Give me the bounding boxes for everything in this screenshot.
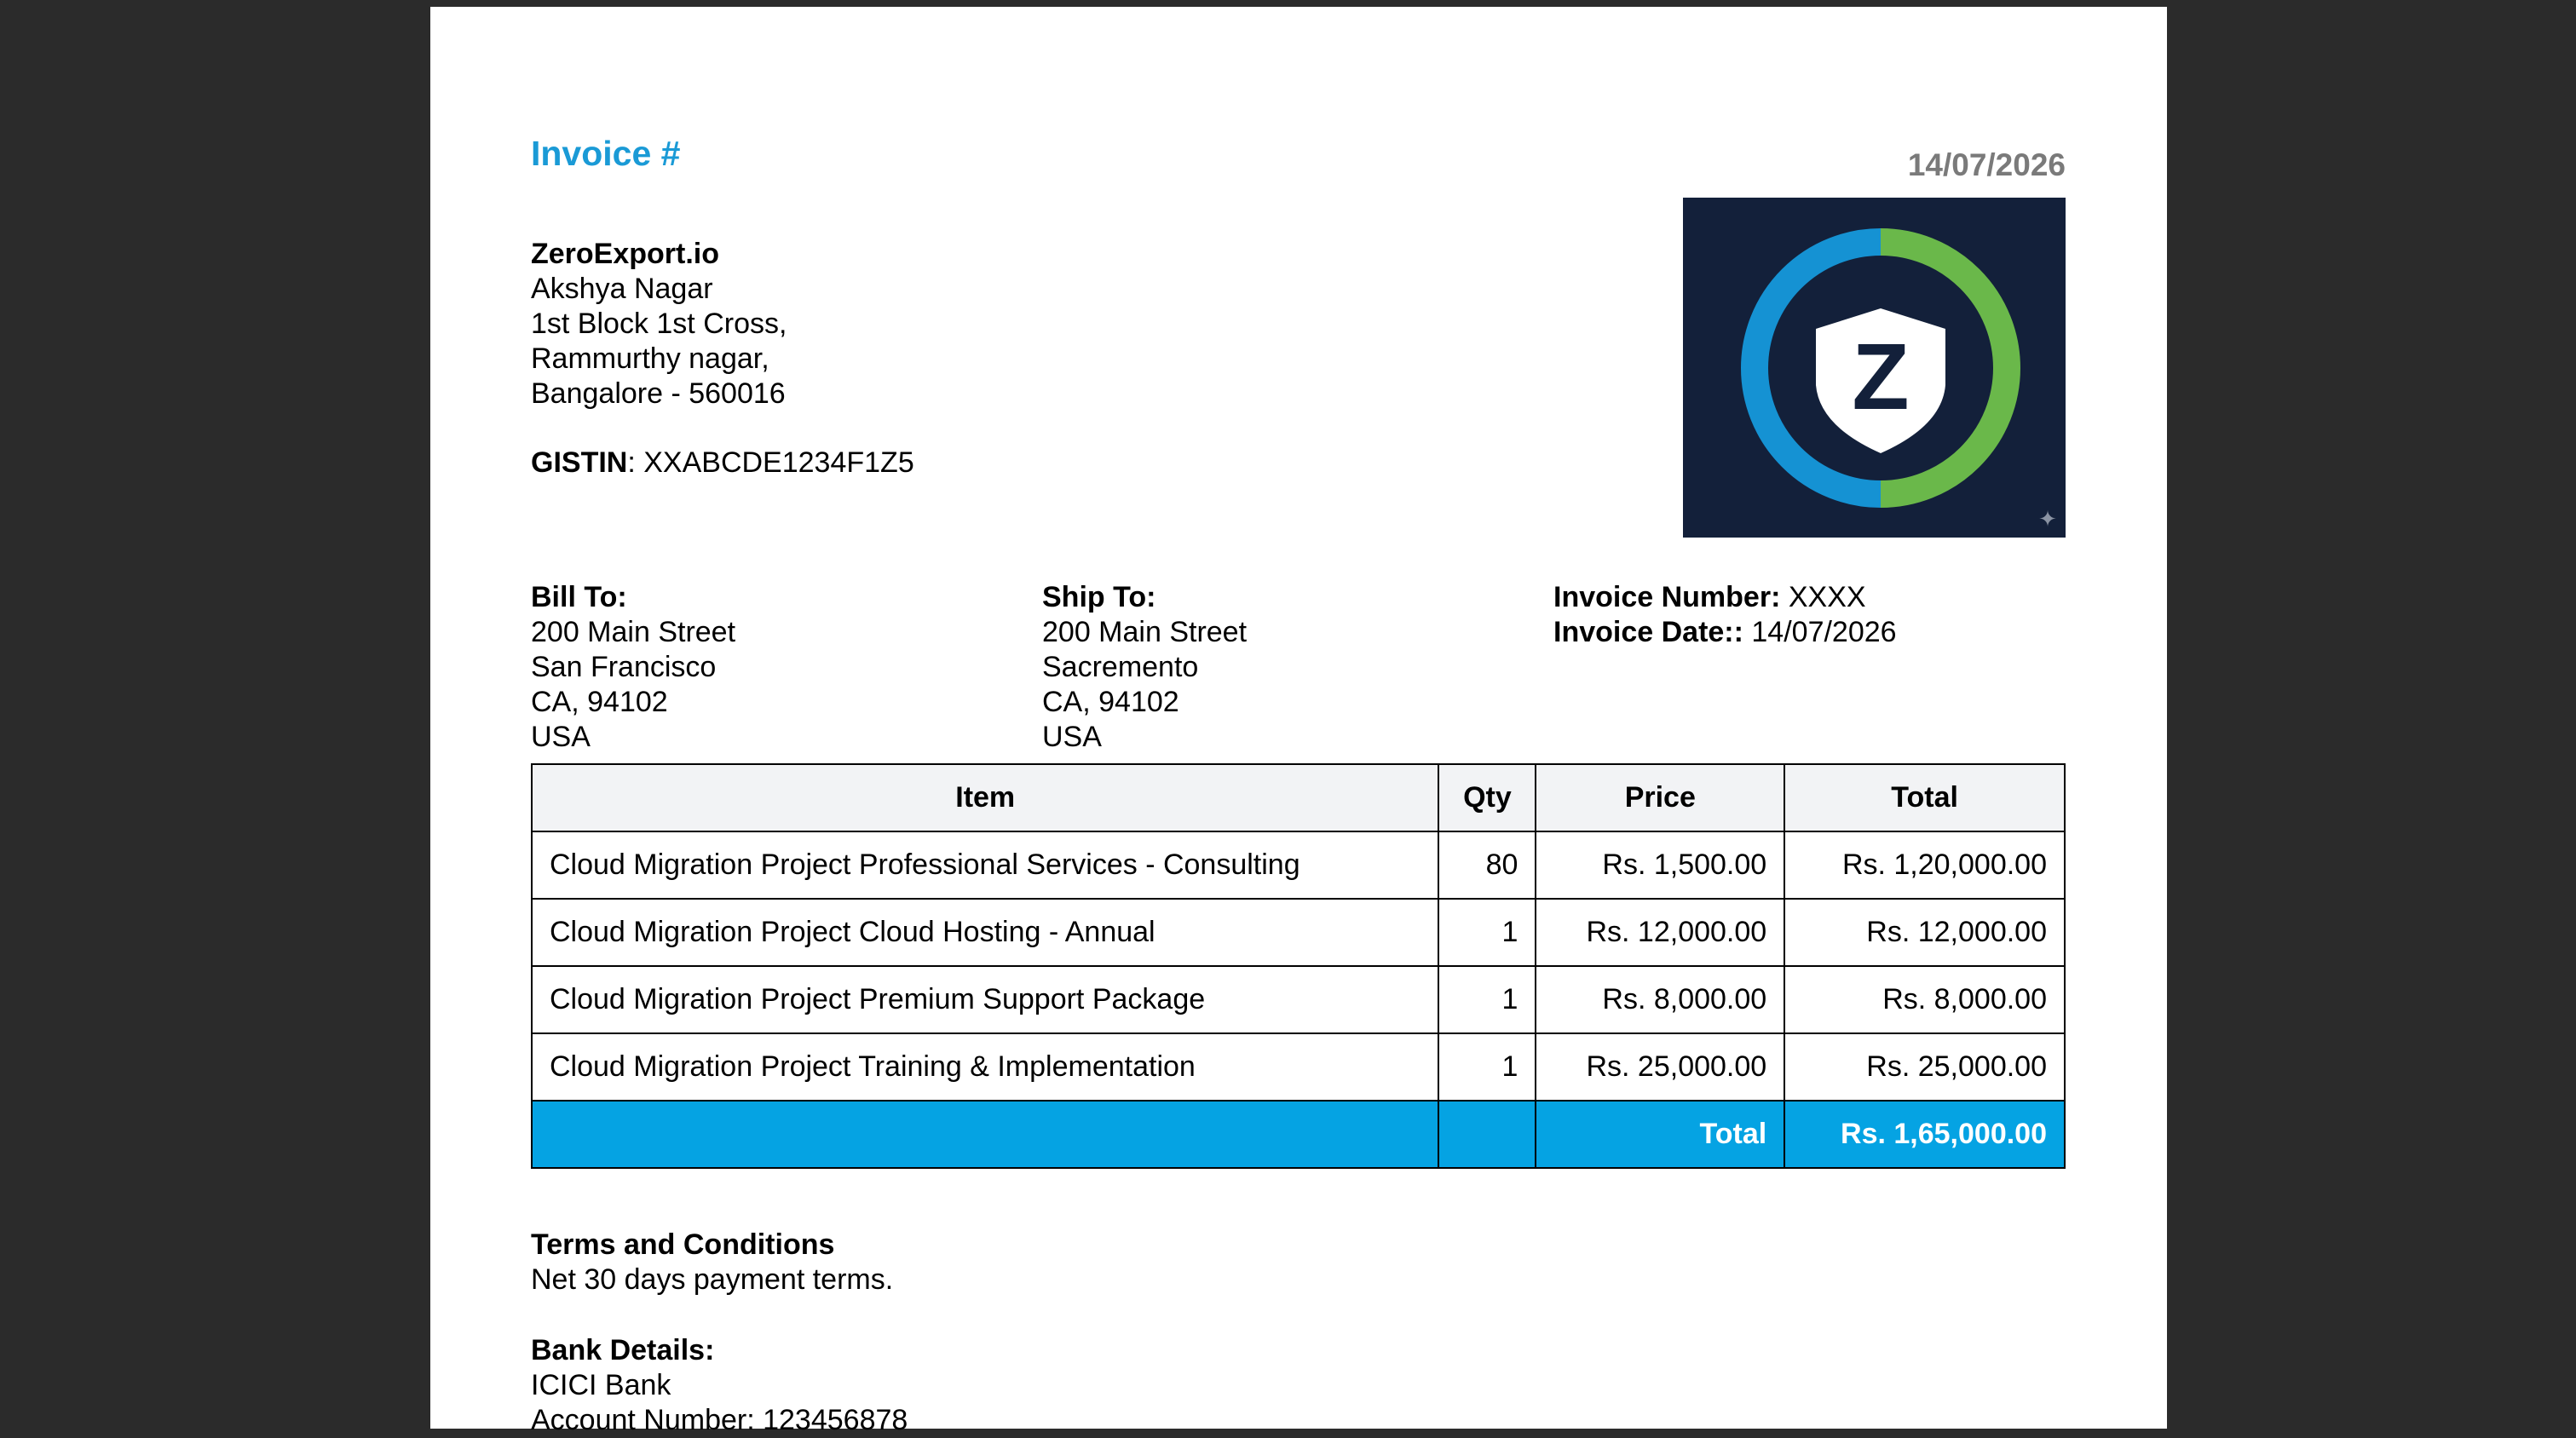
table-row — [532, 966, 2065, 1033]
cell-price: Rs. 8,000.00 — [1536, 966, 1784, 1033]
invoice-number-value: XXXX — [1780, 581, 1866, 613]
bank-line: Account Number: 123456878 — [531, 1404, 908, 1436]
cell-qty: 1 — [1438, 899, 1536, 966]
bill-to-line: 200 Main Street — [531, 616, 736, 648]
seller-address-line: Bangalore - 560016 — [531, 377, 786, 410]
total-row — [532, 1101, 2065, 1168]
total-value: Rs. 1,65,000.00 — [1784, 1101, 2065, 1168]
ship-to — [1042, 580, 1247, 755]
ship-to-line: USA — [1042, 721, 1102, 753]
ship-to-line: CA, 94102 — [1042, 686, 1179, 718]
terms-and-conditions — [531, 1228, 893, 1297]
table-row — [532, 899, 2065, 966]
table-row — [532, 831, 2065, 899]
cell-price: Rs. 25,000.00 — [1536, 1033, 1784, 1101]
cell-item: Cloud Migration Project Cloud Hosting - Annual — [532, 899, 1438, 966]
cell-total: Rs. 1,20,000.00 — [1784, 831, 2065, 899]
cell-total: Rs. 8,000.00 — [1784, 966, 2065, 1033]
ship-to-label: Ship To: — [1042, 581, 1156, 613]
invoice-date-label: Invoice Date:: — [1553, 616, 1743, 648]
header-price: Price — [1536, 764, 1784, 831]
cell-price: Rs. 12,000.00 — [1536, 899, 1784, 966]
cell-total: Rs. 12,000.00 — [1784, 899, 2065, 966]
seller-address-line: 1st Block 1st Cross, — [531, 308, 787, 340]
total-empty-cell — [1438, 1101, 1536, 1168]
total-label: Total — [1536, 1101, 1784, 1168]
invoice-meta — [1553, 580, 1897, 650]
total-empty-cell — [532, 1101, 1438, 1168]
invoice-title: Invoice # — [531, 134, 681, 173]
logo-letter: Z — [1852, 325, 1910, 429]
bill-to-line: USA — [531, 721, 591, 753]
cell-price: Rs. 1,500.00 — [1536, 831, 1784, 899]
bill-to — [531, 580, 735, 755]
bill-to-label: Bill To: — [531, 581, 627, 613]
invoice-number-label: Invoice Number: — [1553, 581, 1781, 613]
company-logo — [1683, 198, 2066, 538]
invoice-date-header: 14/07/2026 — [1907, 147, 2066, 182]
invoice-page — [430, 7, 2167, 1436]
line-items-table — [531, 763, 2066, 1169]
header-total: Total — [1784, 764, 2065, 831]
header-item: Item — [532, 764, 1438, 831]
gstin-value: : XXABCDE1234F1Z5 — [627, 446, 914, 479]
invoice-date-value: 14/07/2026 — [1743, 616, 1897, 648]
seller-name: ZeroExport.io — [531, 238, 720, 270]
table-header-row — [532, 764, 2065, 831]
cell-qty: 1 — [1438, 966, 1536, 1033]
cell-qty: 1 — [1438, 1033, 1536, 1101]
ship-to-line: Sacremento — [1042, 651, 1199, 683]
ship-to-line: 200 Main Street — [1042, 616, 1248, 648]
table-row — [532, 1033, 2065, 1101]
shield-logo-icon — [1683, 198, 2066, 538]
cell-item: Cloud Migration Project Premium Support Package — [532, 966, 1438, 1033]
gstin-label: GISTIN — [531, 446, 628, 479]
cell-item: Cloud Migration Project Training & Implementation — [532, 1033, 1438, 1101]
bank-title: Bank Details: — [531, 1334, 715, 1366]
cell-qty: 80 — [1438, 831, 1536, 899]
gstin — [531, 446, 914, 480]
seller-address-line: Rammurthy nagar, — [531, 342, 769, 375]
header-qty: Qty — [1438, 764, 1536, 831]
bank-details — [531, 1333, 908, 1438]
cell-item: Cloud Migration Project Professional Services - Consulting — [532, 831, 1438, 899]
cell-total: Rs. 25,000.00 — [1784, 1033, 2065, 1101]
bill-to-line: CA, 94102 — [531, 686, 668, 718]
terms-title: Terms and Conditions — [531, 1228, 835, 1261]
seller-address-line: Akshya Nagar — [531, 273, 713, 305]
terms-text: Net 30 days payment terms. — [531, 1263, 894, 1296]
seller-address — [531, 237, 787, 411]
sparkle-icon: ✦ — [2038, 507, 2057, 532]
bank-line: ICICI Bank — [531, 1369, 671, 1401]
bill-to-line: San Francisco — [531, 651, 717, 683]
